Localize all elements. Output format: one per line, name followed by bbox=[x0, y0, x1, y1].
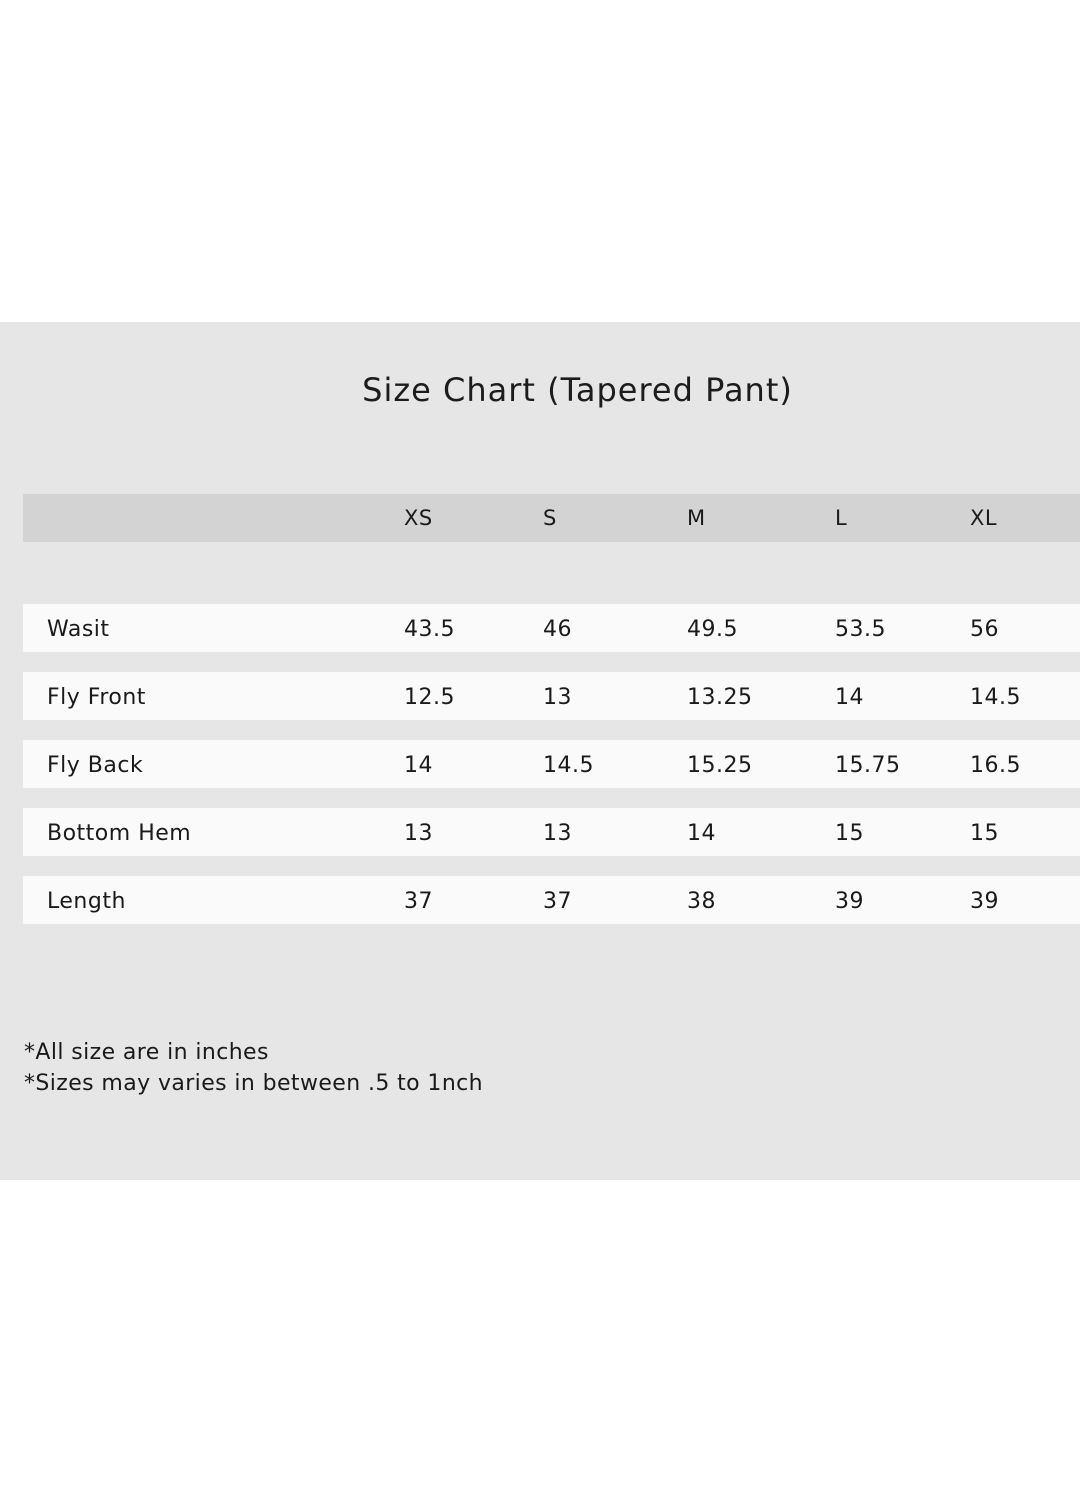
table-cell: 49.5 bbox=[687, 617, 738, 642]
table-cell: 46 bbox=[543, 617, 572, 642]
table-row bbox=[23, 808, 1080, 856]
table-row bbox=[23, 876, 1080, 924]
size-header-xs: XS bbox=[404, 506, 433, 530]
table-cell: 12.5 bbox=[404, 685, 455, 710]
table-cell: 14.5 bbox=[543, 753, 594, 778]
size-header-row bbox=[23, 494, 1080, 542]
size-header-l: L bbox=[835, 506, 848, 530]
table-cell: 16.5 bbox=[970, 753, 1021, 778]
chart-title: Size Chart (Tapered Pant) bbox=[362, 371, 793, 409]
table-cell: 56 bbox=[970, 617, 999, 642]
row-label: Fly Back bbox=[47, 753, 144, 778]
row-label: Fly Front bbox=[47, 685, 146, 710]
table-cell: 39 bbox=[970, 889, 999, 914]
table-cell: 14 bbox=[687, 821, 716, 846]
table-cell: 43.5 bbox=[404, 617, 455, 642]
table-cell: 14 bbox=[404, 753, 433, 778]
footnote-units: *All size are in inches bbox=[24, 1040, 269, 1065]
table-row bbox=[23, 672, 1080, 720]
table-cell: 38 bbox=[687, 889, 716, 914]
table-cell: 14.5 bbox=[970, 685, 1021, 710]
size-header-s: S bbox=[543, 506, 557, 530]
size-chart-panel bbox=[0, 322, 1080, 1180]
row-label: Wasit bbox=[47, 617, 110, 642]
table-cell: 14 bbox=[835, 685, 864, 710]
table-cell: 13 bbox=[543, 821, 572, 846]
table-cell: 15 bbox=[970, 821, 999, 846]
table-cell: 15 bbox=[835, 821, 864, 846]
row-label: Length bbox=[47, 889, 126, 914]
table-row bbox=[23, 604, 1080, 652]
table-cell: 15.75 bbox=[835, 753, 901, 778]
table-row bbox=[23, 740, 1080, 788]
row-label: Bottom Hem bbox=[47, 821, 192, 846]
table-cell: 37 bbox=[543, 889, 572, 914]
size-header-xl: XL bbox=[970, 506, 998, 530]
footnotes bbox=[24, 1037, 483, 1099]
footnote-variance: *Sizes may varies in between .5 to 1nch bbox=[24, 1071, 484, 1096]
table-cell: 53.5 bbox=[835, 617, 886, 642]
table-cell: 13 bbox=[404, 821, 433, 846]
table-cell: 13.25 bbox=[687, 685, 753, 710]
size-header-m: M bbox=[687, 506, 706, 530]
table-cell: 15.25 bbox=[687, 753, 753, 778]
table-cell: 13 bbox=[543, 685, 572, 710]
table-cell: 37 bbox=[404, 889, 433, 914]
table-cell: 39 bbox=[835, 889, 864, 914]
